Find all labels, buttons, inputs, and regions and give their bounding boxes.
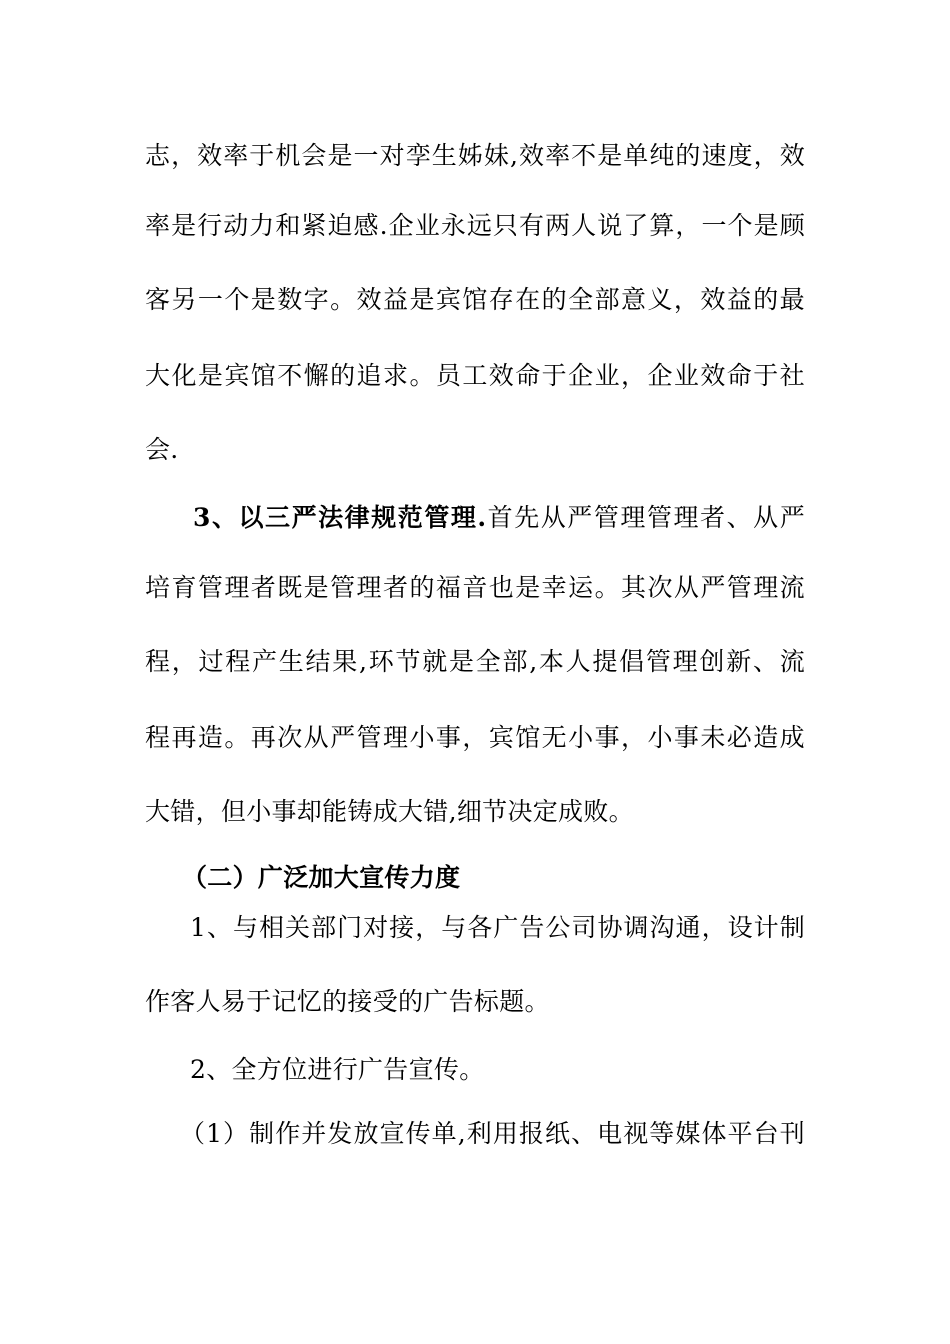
item-2-1-line-1: （1）制作并发放宣传单,利用报纸、电视等媒体平台刊	[180, 1119, 805, 1148]
paragraph-line-2: 率是行动力和紧迫感.企业永远只有两人说了算，一个是顾	[145, 211, 805, 240]
section-3-first-line	[193, 498, 805, 538]
section-3-line-2: 培育管理者既是管理者的福音也是幸运。其次从严管理流	[145, 573, 805, 602]
paragraph-line-1: 志，效率于机会是一对孪生姊妹,效率不是单纯的速度，效	[145, 141, 805, 170]
subsection-title: （二）广泛加大宣传力度	[182, 863, 461, 892]
paragraph-line-5: 会.	[145, 435, 179, 464]
section-3-line-5: 大错，但小事却能铸成大错,细节决定成败。	[145, 797, 634, 826]
item-1-line-2: 作客人易于记忆的接受的广告标题。	[145, 987, 550, 1016]
section-3-heading: 3、以三严法律规范管理.	[193, 503, 487, 532]
section-3-first-line-text: 首先从严管理管理者、从严	[486, 503, 805, 532]
paragraph-line-4: 大化是宾馆不懈的追求。员工效命于企业，企业效命于社	[145, 361, 805, 390]
paragraph-line-3: 客另一个是数字。效益是宾馆存在的全部意义，效益的最	[145, 285, 805, 314]
item-1-line-1: 1、与相关部门对接，与各广告公司协调沟通，设计制	[190, 913, 805, 942]
item-2: 2、全方位进行广告宣传。	[190, 1055, 485, 1084]
section-3-line-4: 程再造。再次从严管理小事，宾馆无小事，小事未必造成	[145, 723, 805, 752]
section-3-line-3: 程，过程产生结果,环节就是全部,本人提倡管理创新、流	[145, 647, 805, 676]
